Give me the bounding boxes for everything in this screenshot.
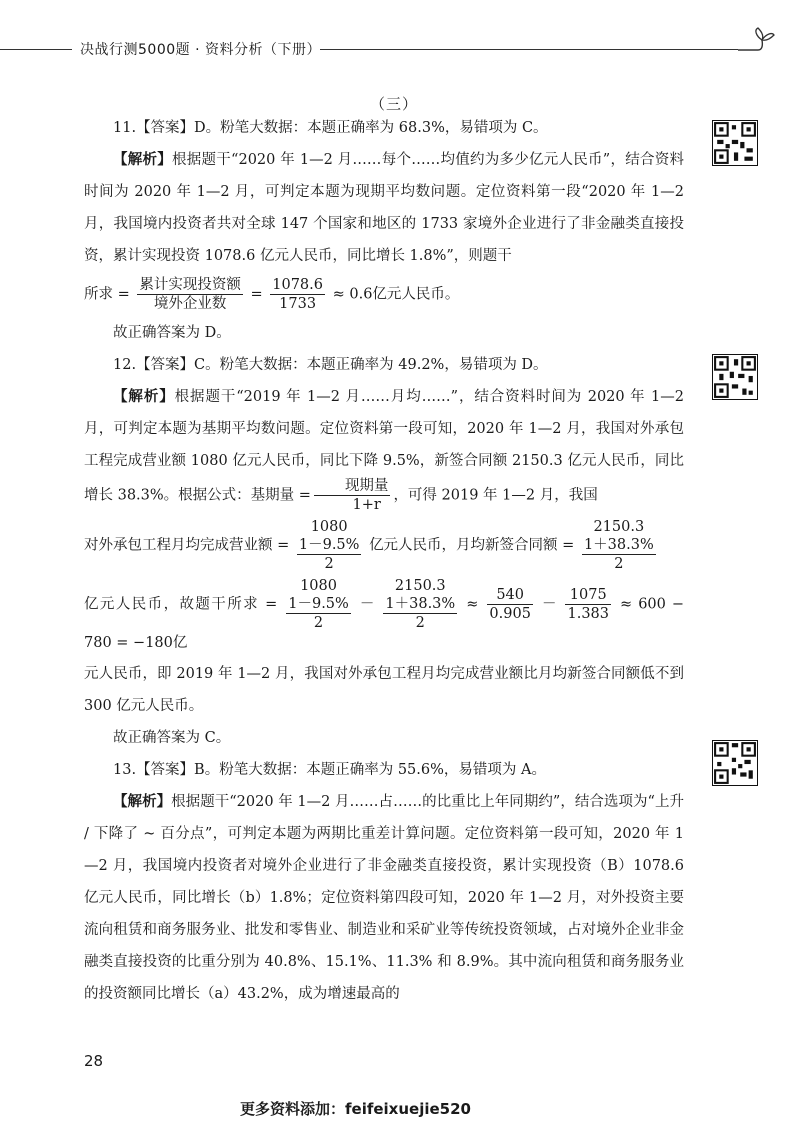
equals-sign: = [250,286,263,303]
fraction-monthly-contracts [582,518,656,573]
analysis-label: 【解析】 [113,389,175,405]
q12-analysis [84,381,684,514]
fraction-numerator: 540 [487,586,533,605]
fraction-denominator: 1+r [352,497,381,513]
fraction-revenue-term [286,577,351,632]
fraction-top: 2150.3 [394,578,446,594]
fraction-top: 1080 [300,578,337,594]
running-header [0,38,800,58]
q12-formula-line-1 [84,518,684,573]
q12-conclusion: 故正确答案为 C。 [113,730,231,746]
formula-middle-text: 亿元人民币，月均新签合同额 = [369,537,575,554]
fraction-540 [487,586,533,623]
formula-prefix: 亿元人民币，故题干所求 = [84,596,278,613]
q11-conclusion: 故正确答案为 D。 [113,325,231,341]
sprout-icon [736,24,776,54]
approx-sign: ≈ [466,596,479,613]
analysis-label: 【解析】 [113,794,172,810]
q11-formula-line [84,276,684,313]
q11-answer-line: 11.【答案】D。粉笔大数据：本题正确率为 68.3%，易错项为 C。 [113,120,548,136]
fraction-1075 [565,586,611,623]
q13-analysis-text: 根据题干“2020 年 1—2 月……占……的比重比上年同期约”，结合选项为“上升 / 下降了 ~ 百分点”，可判定本题为两期比重差计算问题。定位资料第一段可知，2020 年 1—2 月，我国境内投资者对境外企业进行了非金融类直接投资，累计实现投资（B）1078.6 亿元人民币，同比增长（b）1.8%；定位资料第四段可知，2020 年 1—2 月，对外投资主要流向租赁和商务服务业、批发和零售业、制造业和采矿业等传统投资领域，占对境外企业非金融类直接投资的比重分别为 40.8%、15.1%、11.3% 和 8.9%。其中流向租赁和商务服务业的投资额同比增长（a）43.2%，成为增速最高的 [84,794,685,1002]
fraction-1078-over-1733 [270,276,325,313]
fraction-numerator: 1075 [565,586,611,605]
fraction-monthly-revenue [297,518,362,573]
header-rule-right [320,49,738,50]
section-heading: （三） [370,95,419,113]
fraction-numerator: 1078.6 [272,277,323,293]
q11-analysis [84,144,684,272]
qr-code-q11[interactable] [712,120,758,166]
page-number: 28 [84,1052,104,1070]
minus-sign: － [359,596,375,613]
fraction-contract-term [383,577,457,632]
fraction-denominator: 2 [324,556,334,572]
fraction-middle: 1－9.5% [298,537,360,553]
formula-result: ≈ 600 − 780 = −180亿 [84,596,685,651]
qr-code-q12[interactable] [712,354,758,400]
formula-prefix: 所求 = [84,286,130,303]
qr-code-icon [713,355,757,399]
q11-analysis-text: 根据题干“2020 年 1—2 月……每个……均值约为多少亿元人民币”，结合资料时间为 2020 年 1—2 月，可判定本题为现期平均数问题。定位资料第一段“2020 年 1—2 月，我国境内投资者共对全球 147 个国家和地区的 1733 家境外企业进行了非金融类直接投资，累计实现投资 1078.6 亿元人民币，同比增长 1.8%”，则题干 [84,152,684,264]
minus-sign: － [541,596,557,613]
fraction-denominator: 0.905 [489,606,531,622]
fraction-top: 2150.3 [593,519,645,535]
book-title: 决战行测5000题 · 资料分析（下册） [80,42,321,58]
footer-contact-note: 更多资料添加：feifeixuejie520 [240,1100,471,1118]
fraction-numerator: 累计实现投资额 [139,277,241,293]
qr-code-icon [713,121,757,165]
fraction-top: 1080 [310,519,348,535]
q12-answer-line: 12.【答案】C。粉笔大数据：本题正确率为 49.2%，易错项为 D。 [113,357,548,373]
fraction-denominator: 2 [313,615,324,631]
formula-prefix: 对外承包工程月均完成营业额 = [84,537,290,554]
qr-code-q13[interactable] [712,740,758,786]
q12-analysis-continued: 元人民币，即 2019 年 1—2 月，我国对外承包工程月均完成营业额比月均新签合同额低不到 300 亿元人民币。 [84,666,684,714]
fraction-middle: 1＋38.3% [385,596,456,612]
q12-formula-line-2 [84,577,684,654]
answer-content [84,112,684,1010]
q12-analysis-tail: ，可得 2019 年 1—2 月，我国 [393,487,598,504]
fraction-numerator: 现期量 [314,477,391,496]
formula-result: ≈ 0.6亿元人民币。 [332,286,460,303]
header-rule-left [0,49,72,50]
analysis-label: 【解析】 [113,152,173,168]
fraction-middle: 1＋38.3% [583,537,654,553]
fraction-denominator: 境外企业数 [153,296,227,312]
fraction-middle: 1－9.5% [288,596,349,612]
qr-code-icon [713,741,757,785]
fraction-denominator: 2 [614,556,624,572]
q13-analysis [84,786,684,1010]
q13-answer-line: 13.【答案】B。粉笔大数据：本题正确率为 55.6%，易错项为 A。 [113,762,546,778]
fraction-denominator: 2 [415,615,425,631]
fraction-denominator: 1.383 [567,606,609,622]
fraction-total-investment-over-firms [137,276,243,313]
q12-analysis-text: 根据题干“2019 年 1—2 月……月均……”，结合资料时间为 2020 年 1—2 月，可判定本题为基期平均数问题。定位资料第一段可知，2020 年 1—2 月，我国对外承包工程完成营业额 1080 亿元人民币，同比下降 9.5%，新签合同额 2150.3 亿元人民币，同比增长 38.3%。根据公式：基期量 = [84,389,685,504]
fraction-denominator: 1733 [279,296,317,312]
fraction-base-formula [314,477,391,514]
